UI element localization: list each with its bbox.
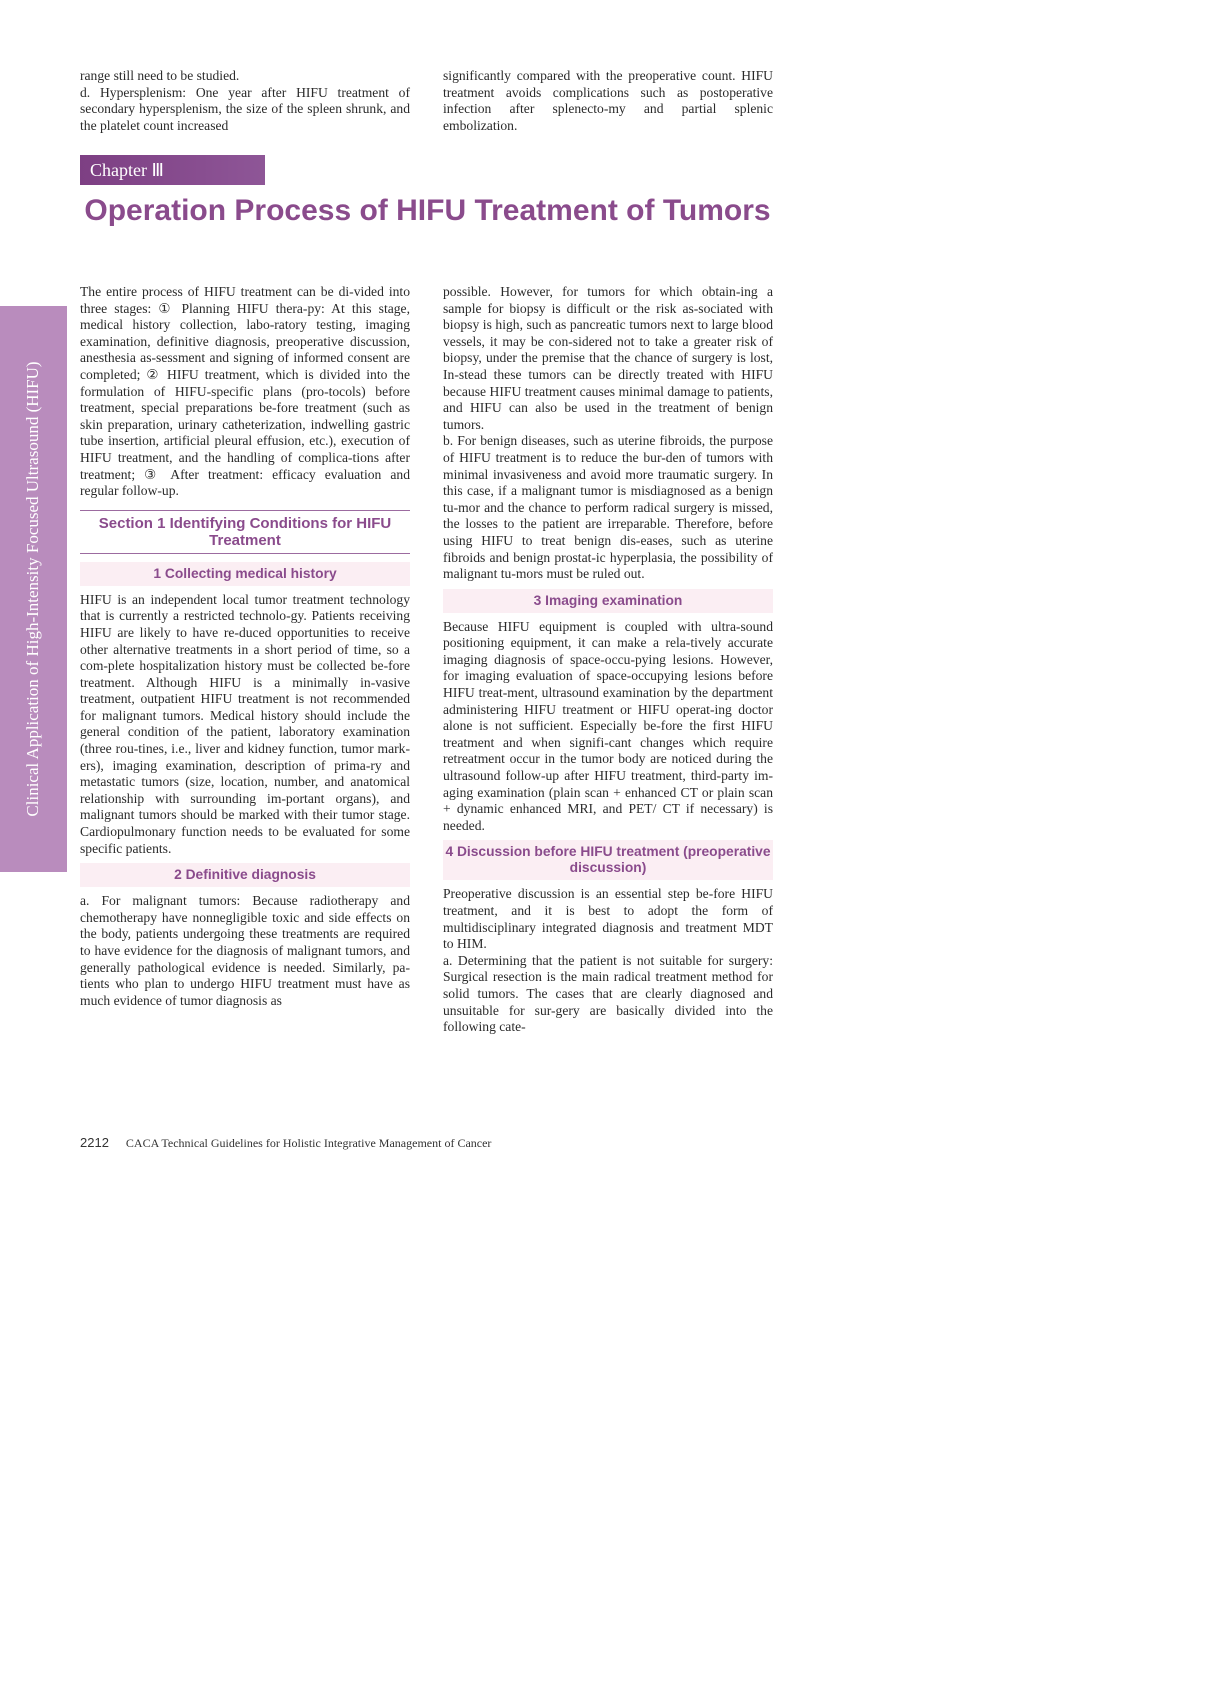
paragraph: Preoperative discussion is an essential step be-fore HIFU treatment, and it is best to adopt the form of multidisciplinary integrated diagnosis and treatment MDT to HIM.: [443, 886, 773, 952]
side-tab-label: Clinical Application of High-Intensity Focused Ultrasound (HIFU): [23, 361, 42, 817]
paragraph: significantly compared with the preoperative count. HIFU treatment avoids complications such as postoperative infection after splenecto-my and partial splenic embolization.: [443, 68, 773, 133]
page-footer: [80, 1135, 491, 1151]
intro-paragraph: The entire process of HIFU treatment can be di-vided into three stages: ① Planning HIFU thera-py: At this stage, medical history collection, labo-ratory testing, imaging examination, definitive diagnosis, preoperative discussion, anesthesia as-sessment and signing of informed consent are completed; ② HIFU treatment, which is divided into the formulation of HIFU-specific plans (pro-tocols) before treatment, special preparations be-fore treatment (such as skin preparation, urinary catheterization, indwelling gastric tube insertion, artificial pleural effusion, etc.), execution of HIFU treatment, and the handling of complica-tions after treatment; ③ After treatment: efficacy evaluation and regular follow-up.: [80, 284, 410, 499]
page-number: 2212: [80, 1135, 109, 1150]
subsection-title-3: 3 Imaging examination: [443, 589, 773, 613]
paragraph: b. For benign diseases, such as uterine fibroids, the purpose of HIFU treatment is to reduce the bur-den of tumors with minimal invasiveness and avoid more traumatic surgery. In this case, if a malignant tumor is misdiagnosed as a benign tu-mor and the chance to perform radical surgery is missed, the losses to the patient are irreparable. Therefore, before using HIFU to treat benign dis-eases, such as uterine fibroids and benign prostat-ic hyperplasia, the possibility of malignant tu-mors must be ruled out.: [443, 433, 773, 582]
paragraph: range still need to be studied.: [80, 68, 240, 83]
paragraph: HIFU is an independent local tumor treatment technology that is currently a restricted technolo-gy. Patients receiving HIFU are likely to have re-duced opportunities to receive other alternative treatments in a short period of time, so a com-plete hospitalization history must be collected be-fore treatment. Although HIFU is a minimally in-vasive treatment, outpatient HIFU treatment is not recommended for malignant tumors. Medical history should include the general condition of the patient, laboratory examination (three rou-tines, i.e., liver and kidney function, tumor mark-ers), imaging examination, description of prima-ry and metastatic tumors (size, location, number, and anatomical relationship with surrounding im-portant organs), and malignant tumors should be marked with their tumor stage. Cardiopulmonary function needs to be evaluated for some specific patients.: [80, 591, 410, 856]
main-left-column: [80, 284, 410, 1009]
top-left-column: [80, 68, 410, 134]
paragraph: a. For malignant tumors: Because radiotherapy and chemotherapy have nonnegligible toxic and side effects on the body, patients undergoing these treatments are required to have evidence for the diagnosis of malignant tumors, and generally pathological evidence is needed. Similarly, pa-tients who plan to undergo HIFU treatment must have as much evidence of tumor diagnosis as: [80, 893, 410, 1008]
subsection-title-2: 2 Definitive diagnosis: [80, 863, 410, 887]
subsection-title-4: 4 Discussion before HIFU treatment (preoperative discussion): [443, 840, 773, 880]
paragraph: Because HIFU equipment is coupled with ultra-sound positioning equipment, it can make a rela-tively accurate imaging diagnosis of space-occu-pying lesions. However, for imaging evaluation of space-occupying lesions before HIFU treat-ment, ultrasound examination by the department administering HIFU treatment or HIFU operat-ing doctor alone is not sufficient. Especially be-fore the first HIFU treatment and when signifi-cant changes which require retreatment occur in the tumor body are noticed during the ultrasound follow-up after HIFU treatment, third-party im-aging examination (plain scan + enhanced CT or plain scan + dynamic enhanced MRI, and PET/ CT if necessary) is needed.: [443, 618, 773, 833]
chapter-title: Operation Process of HIFU Treatment of Tumors: [84, 194, 771, 227]
chapter-label: Chapter Ⅲ: [80, 155, 265, 185]
section-title: Section 1 Identifying Conditions for HIFU Treatment: [80, 510, 410, 554]
subsection-title-1: 1 Collecting medical history: [80, 562, 410, 586]
paragraph: possible. However, for tumors for which obtain-ing a sample for biopsy is difficult or the risk as-sociated with biopsy is high, such as pancreatic tumors next to large blood vessels, it may be con-sidered not to take a greater risk of biopsy, under the premise that the chance of surgery is lost, In-stead these tumors can be directly treated with HIFU because HIFU treatment causes minimal damage to patients, and HIFU can also be used in the treatment of benign tumors.: [443, 284, 773, 432]
paragraph: a. Determining that the patient is not suitable for surgery: Surgical resection is the main radical treatment method for solid tumors. The cases that are clearly diagnosed and unsuitable for sur-gery are basically divided into the following cate-: [443, 952, 773, 1035]
paragraph: d. Hypersplenism: One year after HIFU treatment of secondary hypersplenism, the size of the spleen shrunk, and the platelet count increased: [80, 84, 410, 133]
running-title: CACA Technical Guidelines for Holistic Integrative Management of Cancer: [125, 1136, 492, 1150]
main-right-column: [443, 284, 773, 1036]
top-right-column: [443, 68, 773, 134]
